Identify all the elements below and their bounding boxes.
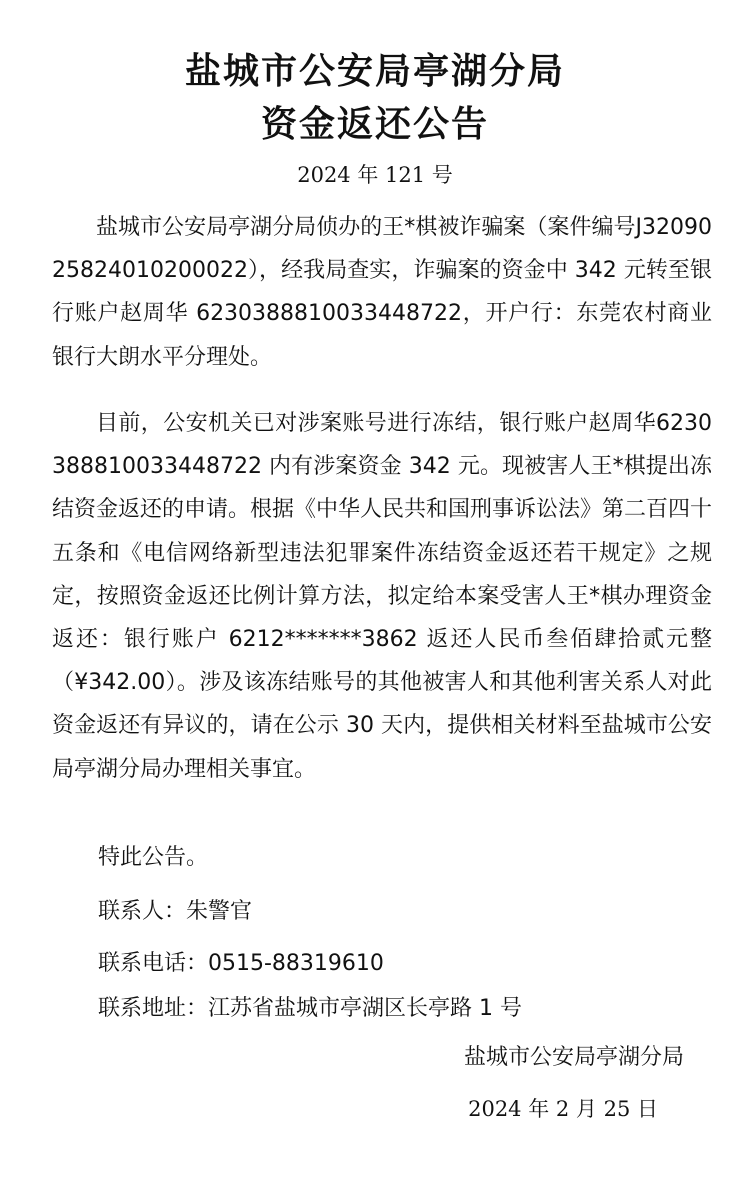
contact-phone: 联系电话：0515-88319610	[98, 951, 384, 976]
document-title-line1: 盐城市公安局亭湖分局	[184, 51, 565, 92]
document-number: 2024 年 121 号	[297, 163, 453, 187]
contact-address: 联系地址：江苏省盐城市亭湖区长亭路 1 号	[98, 996, 522, 1021]
paragraph-case-details: 盐城市公安局亭湖分局侦办的王*棋被诈骗案（案件编号J3209025824010200022），经我局查实，诈骗案的资金中 342 元转至银行账户赵周华 6230388810033448722，开户行：东莞农村商业银行大朗水平分理处。	[52, 215, 712, 370]
issuer-signature: 盐城市公安局亭湖分局	[463, 1045, 684, 1070]
paragraph-refund-details: 目前，公安机关已对涉案账号进行冻结，银行账户赵周华6230388810033448722 内有涉案资金 342 元。现被害人王*棋提出冻结资金返还的申请。根据《中华人民共和国刑事诉讼法》第二百四十五条和《电信网络新型违法犯罪案件冻结资金返还若干规定》之规定，按照资金返还比例计算方法，拟定给本案受害人王*棋办理资金返还：银行账户 6212*******3862 返还人民币叁佰肆拾贰元整（¥342.00）。涉及该冻结账号的其他被害人和其他利害关系人对此资金返还有异议的，请在公示 30 天内，提供相关材料至盐城市公安局亭湖分局办理相关事宜。	[52, 411, 713, 782]
issue-date: 2024 年 2 月 25 日	[468, 1097, 658, 1121]
closing-statement: 特此公告。	[98, 845, 209, 870]
contact-person: 联系人：朱警官	[98, 899, 253, 924]
document-title-line2: 资金返还公告	[260, 104, 489, 145]
